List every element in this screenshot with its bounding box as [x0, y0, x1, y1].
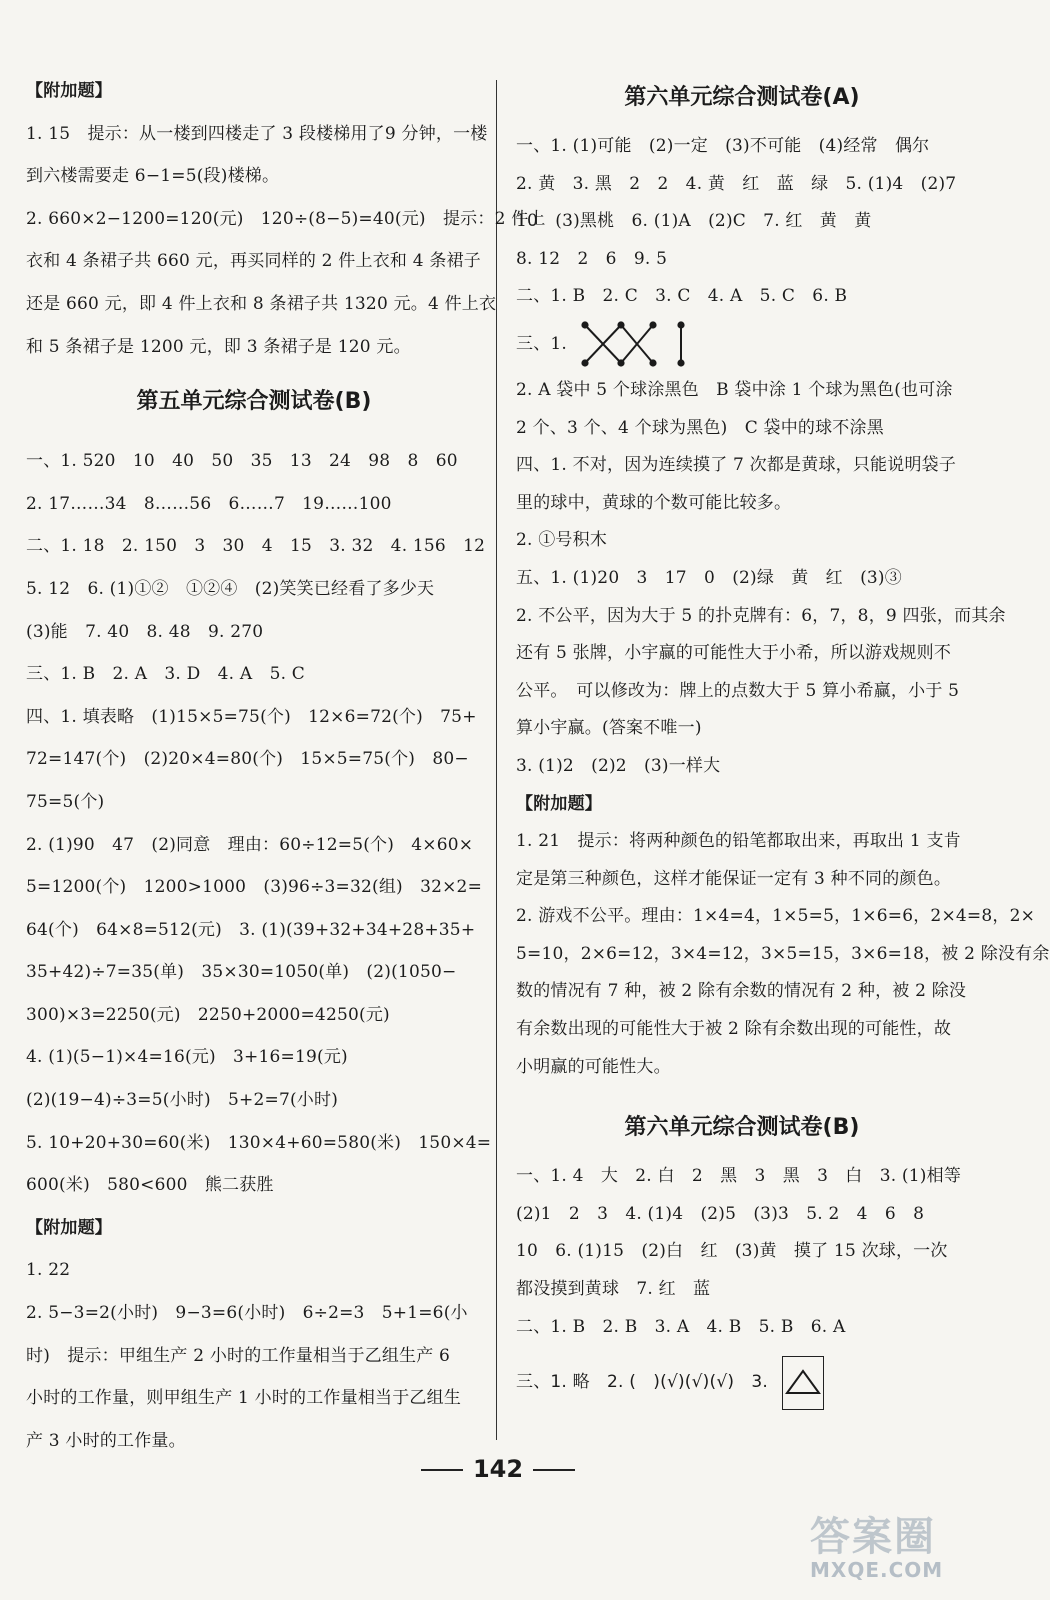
answer-line: 75=5(个): [26, 791, 105, 812]
answer-line: 2. (1)90 47 (2)同意 理由：60÷12=5(个) 4×60×: [26, 834, 474, 855]
answer-line: 公平。 可以修改为：牌上的点数大于 5 算小希赢，小于 5: [516, 680, 960, 701]
connector-dot: [650, 361, 655, 366]
answer-line: 2. 不公平，因为大于 5 的扑克牌有：6，7，8，9 四张，而其余: [516, 605, 1006, 626]
answer-line: 时) 提示：甲组生产 2 小时的工作量相当于乙组生产 6: [26, 1345, 451, 1366]
connector-dot: [618, 361, 623, 366]
answer-line: 1. 21 提示：将两种颜色的铅笔都取出来，再取出 1 支肯: [516, 831, 961, 852]
question-label: 三、1.: [516, 333, 568, 354]
section-title-unit5b: 第五单元综合测试卷(B): [136, 389, 372, 415]
connector-dot: [678, 323, 683, 328]
answer-line: 二、1. B 2. B 3. A 4. B 5. B 6. A: [516, 1316, 846, 1337]
answer-line: 到六楼需要走 6−1=5(段)楼梯。: [26, 166, 280, 187]
triangle-icon: [783, 1357, 823, 1409]
answer-line: 里的球中，黄球的个数可能比较多。: [516, 492, 792, 513]
answer-line: 5=1200(个) 1200>1000 (3)96÷3=32(组) 32×2=: [26, 877, 483, 898]
answer-line: 35+42)÷7=35(单) 35×30=1050(单) (2)(1050−: [26, 962, 457, 983]
answer-line: 2. ①号积木: [516, 530, 608, 551]
page-footer: [0, 1455, 996, 1483]
answer-line: 5. 12 6. (1)①② ①②④ (2)笑笑已经看了多少天: [26, 578, 435, 599]
answer-line: 还是 660 元，即 4 件上衣和 8 条裙子共 1320 元。4 件上衣: [26, 293, 497, 314]
extra-heading: 【附加题】: [516, 793, 602, 814]
answer-line: 2. 游戏不公平。理由：1×4=4，1×5=5，1×6=6，2×4=8，2×: [516, 906, 1036, 927]
answer-line: 2. 17……34 8……56 6……7 19……100: [26, 493, 392, 514]
answer-line: 2. 660×2−1200=120(元) 120÷(8−5)=40(元) 提示：2 件上: [26, 208, 546, 229]
answer-line: 一、1. 520 10 40 50 35 13 24 98 8 60: [26, 451, 458, 472]
matching-lines-diagram: [581, 321, 691, 367]
answer-line: 3. (1)2 (2)2 (3)一样大: [516, 755, 721, 776]
answer-line: (2)1 2 3 4. (1)4 (2)5 (3)3 5. 2 4 6 8: [516, 1203, 925, 1224]
answer-line: 数的情况有 7 种，被 2 除有余数的情况有 2 种，被 2 除没: [516, 981, 967, 1002]
right-column: [516, 70, 1050, 1412]
answer-line: 都没摸到黄球 7. 红 蓝: [516, 1279, 711, 1300]
answer-line: 10 6. (1)15 (2)白 红 (3)黄 摸了 15 次球，一次: [516, 1241, 948, 1262]
answer-line: 1. 15 提示：从一楼到四楼走了 3 段楼梯用了9 分钟，一楼: [26, 123, 488, 144]
watermark-text: 答案圈: [810, 1514, 936, 1560]
answer-line: 2. 黄 3. 黑 2 2 4. 黄 红 蓝 绿 5. (1)4 (2)7: [516, 173, 957, 194]
answer-line: (3)能 7. 40 8. 48 9. 270: [26, 621, 264, 642]
answer-line: 还有 5 张牌，小宇赢的可能性大于小希，所以游戏规则不: [516, 643, 952, 664]
extra-section-2: [26, 1207, 482, 1463]
answer-line: 有余数出现的可能性大于被 2 除有余数出现的可能性，故: [516, 1019, 952, 1040]
left-column: [26, 70, 546, 1462]
answer-line: 2. 5−3=2(小时) 9−3=6(小时) 6÷2=3 5+1=6(小: [26, 1303, 468, 1324]
column-divider: [496, 80, 497, 1440]
footer-dash-left: [421, 1469, 463, 1471]
section-title-unit6b: 第六单元综合测试卷(B): [624, 1115, 860, 1141]
answer-line: 1. 22: [26, 1260, 71, 1281]
answer-line: 300)×3=2250(元) 2250+2000=4250(元): [26, 1004, 390, 1025]
answer-text: 三、1. 略 2. ( )(√)(√)(√) 3.: [516, 1372, 769, 1393]
answer-line: (2)(19−4)÷3=5(小时) 5+2=7(小时): [26, 1090, 339, 1111]
watermark: [810, 1505, 985, 1595]
section-title-unit6a: 第六单元综合测试卷(A): [624, 85, 860, 110]
page-number: 142: [472, 1455, 524, 1483]
answer-line: 600(米) 580<600 熊二获胜: [26, 1175, 274, 1196]
answer-line: 2. A 袋中 5 个球涂黑色 B 袋中涂 1 个球为黑色(也可涂: [516, 379, 953, 400]
answer-line: 四、1. 不对，因为连续摸了 7 次都是黄球，只能说明袋子: [516, 455, 957, 476]
unit5b-answers: [26, 440, 492, 1207]
extra-heading: 【附加题】: [26, 81, 112, 101]
connector-dot: [618, 323, 623, 328]
answer-line: 三、1. B 2. A 3. D 4. A 5. C: [26, 664, 306, 685]
answer-line: 算小宇赢。(答案不唯一): [516, 718, 702, 739]
answer-line: 衣和 4 条裙子共 660 元，再买同样的 2 件上衣和 4 条裙子: [26, 251, 481, 272]
footer-dash-right: [533, 1469, 575, 1471]
extra-heading: 【附加题】: [26, 1217, 112, 1238]
answer-line: 小时的工作量，则甲组生产 1 小时的工作量相当于乙组生: [26, 1388, 462, 1409]
connector-dot: [582, 323, 587, 328]
answer-line: 2 个、3 个、4 个球为黑色) C 袋中的球不涂黑: [516, 417, 884, 438]
answer-line: 二、1. B 2. C 3. C 4. A 5. C 6. B: [516, 286, 848, 307]
answer-line: 二、1. 18 2. 150 3 30 4 15 3. 32 4. 156 12: [26, 536, 486, 557]
triangle-figure: [782, 1356, 824, 1410]
connector-dot: [650, 323, 655, 328]
answer-line: 产 3 小时的工作量。: [26, 1430, 186, 1451]
answer-line: 64(个) 64×8=512(元) 3. (1)(39+32+34+28+35+: [26, 919, 476, 940]
answer-line: 和 5 条裙子是 1200 元，即 3 条裙子是 120 元。: [26, 336, 411, 357]
answer-line: 5. 10+20+30=60(米) 130×4+60=580(米) 150×4=: [26, 1132, 492, 1153]
watermark-url: MXQE.COM: [810, 1558, 944, 1582]
answer-line: 4. (1)(5−1)×4=16(元) 3+16=19(元): [26, 1047, 348, 1068]
connector-dot: [582, 361, 587, 366]
answer-line: 一、1. 4 大 2. 白 2 黑 3 黑 3 白 3. (1)相等: [516, 1166, 962, 1187]
answer-line: 小明赢的可能性大。: [516, 1056, 671, 1077]
answer-line: 10 (3)黑桃 6. (1)A (2)C 7. 红 黄 黄: [516, 211, 872, 232]
answer-line: 一、1. (1)可能 (2)一定 (3)不可能 (4)经常 偶尔: [516, 136, 930, 156]
answer-line-with-figure: [516, 1352, 968, 1412]
unit6b-answers: [516, 1158, 968, 1412]
answer-line: 72=147(个) (2)20×4=80(个) 15×5=75(个) 80−: [26, 749, 469, 770]
answer-line: 五、1. (1)20 3 17 0 (2)绿 黄 红 (3)③: [516, 567, 902, 588]
answer-line: 8. 12 2 6 9. 5: [516, 248, 668, 269]
connector-dot: [678, 361, 683, 366]
answer-line-with-diagram: [516, 316, 968, 372]
unit6a-answers: [516, 128, 1050, 1086]
answer-line: 5=10，2×6=12，3×4=12，3×5=15，3×6=18，被 2 除没有余: [516, 943, 1050, 964]
answer-line: 四、1. 填表略 (1)15×5=75(个) 12×6=72(个) 75+: [26, 706, 477, 727]
answer-line: 定是第三种颜色，这样才能保证一定有 3 种不同的颜色。: [516, 868, 952, 889]
